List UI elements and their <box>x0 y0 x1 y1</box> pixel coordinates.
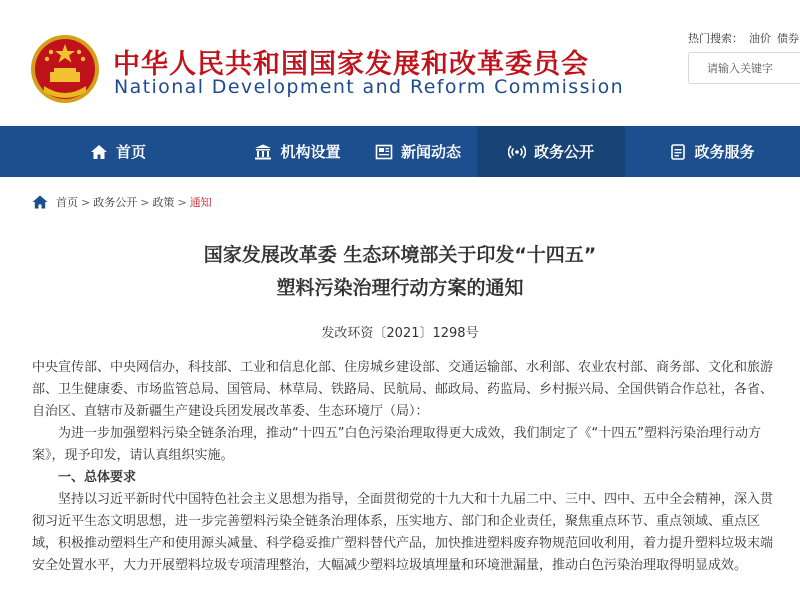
breadcrumb-separator: > <box>177 195 187 209</box>
article-title-line2: 塑料污染治理行动方案的通知 <box>276 277 524 299</box>
breadcrumb-separator: > <box>81 195 91 209</box>
nav-label: 机构设置 <box>280 143 341 161</box>
nav-item-gov-affairs[interactable] <box>477 126 625 177</box>
institution-icon <box>254 144 272 160</box>
document-icon <box>670 144 686 160</box>
nav-label: 政务服务 <box>694 143 755 161</box>
search-input[interactable] <box>689 53 800 83</box>
hot-keyword[interactable]: 债券 <box>777 32 799 45</box>
news-icon <box>375 144 393 160</box>
hot-search <box>688 30 800 46</box>
hot-search-label: 热门搜索： <box>688 32 743 45</box>
nav-label: 首页 <box>115 143 146 161</box>
main-nav <box>0 126 800 177</box>
breadcrumb-link-notice[interactable]: 通知 <box>189 196 212 209</box>
nav-label: 政务公开 <box>533 143 594 161</box>
home-icon[interactable] <box>32 195 48 209</box>
site-header <box>0 0 800 126</box>
site-title-en[interactable]: National Development and Reform Commission <box>114 76 625 98</box>
recipients-paragraph: 中央宣传部、中央网信办，科技部、工业和信息化部、住房城乡建设部、交通运输部、水利部、农业农村部、商务部、文化和旅游部、卫生健康委、市场监管总局、国管局、林草局、铁路局、民航局、邮政局、药监局、乡村振兴局、全国供销合作总社，各省、自治区、直辖市及新疆生产建设兵团发展改革委、生态环境厅（局）： <box>32 360 774 419</box>
broadcast-icon <box>508 144 526 160</box>
site-title-cn[interactable]: 中华人民共和国国家发展和改革委员会 <box>113 49 589 80</box>
national-emblem-icon[interactable] <box>30 34 100 104</box>
nav-label: 新闻动态 <box>400 143 461 161</box>
section-paragraph: 坚持以习近平新时代中国特色社会主义思想为指导，全面贯彻党的十九大和十九届二中、三中、四中、五中全会精神，深入贯彻习近平生态文明思想，进一步完善塑料污染全链条治理体系，压实地方、部门和企业责任，聚焦重点环节、重点领域、重点区域，积极推动塑料生产和使用源头减量、科学稳妥推广塑料替代产品，加快推进塑料废弃物规范回收利用，着力提升塑料垃圾末端安全处置水平，大力开展塑料垃圾专项清理整治，大幅减少塑料垃圾填埋量和环境泄漏量，推动白色污染治理取得明显成效。 <box>32 492 774 573</box>
section-heading: 一、总体要求 <box>58 470 137 485</box>
article-body <box>32 357 774 577</box>
nav-item-services[interactable] <box>625 126 800 177</box>
nav-item-news[interactable] <box>359 126 477 177</box>
nav-item-institution[interactable] <box>236 126 359 177</box>
nav-item-home[interactable] <box>0 126 236 177</box>
breadcrumb-link-policy[interactable]: 政策 <box>152 196 175 209</box>
hot-keyword[interactable]: 油价 <box>749 32 771 45</box>
article-title-line1: 国家发展改革委 生态环境部关于印发“十四五” <box>203 244 597 266</box>
intro-paragraph: 为进一步加强塑料污染全链条治理，推动“十四五”白色污染治理取得更大成效，我们制定了《“十四五”塑料污染治理行动方案》，现予印发，请认真组织实施。 <box>32 426 761 463</box>
document-number: 发改环资〔2021〕1298号 <box>321 326 479 341</box>
breadcrumb-link-gov-affairs[interactable]: 政务公开 <box>93 196 138 209</box>
breadcrumb-link-home[interactable]: 首页 <box>56 196 78 209</box>
home-icon <box>90 144 108 160</box>
breadcrumb-separator: > <box>140 195 150 209</box>
breadcrumb <box>32 194 212 210</box>
search-box <box>688 52 800 84</box>
